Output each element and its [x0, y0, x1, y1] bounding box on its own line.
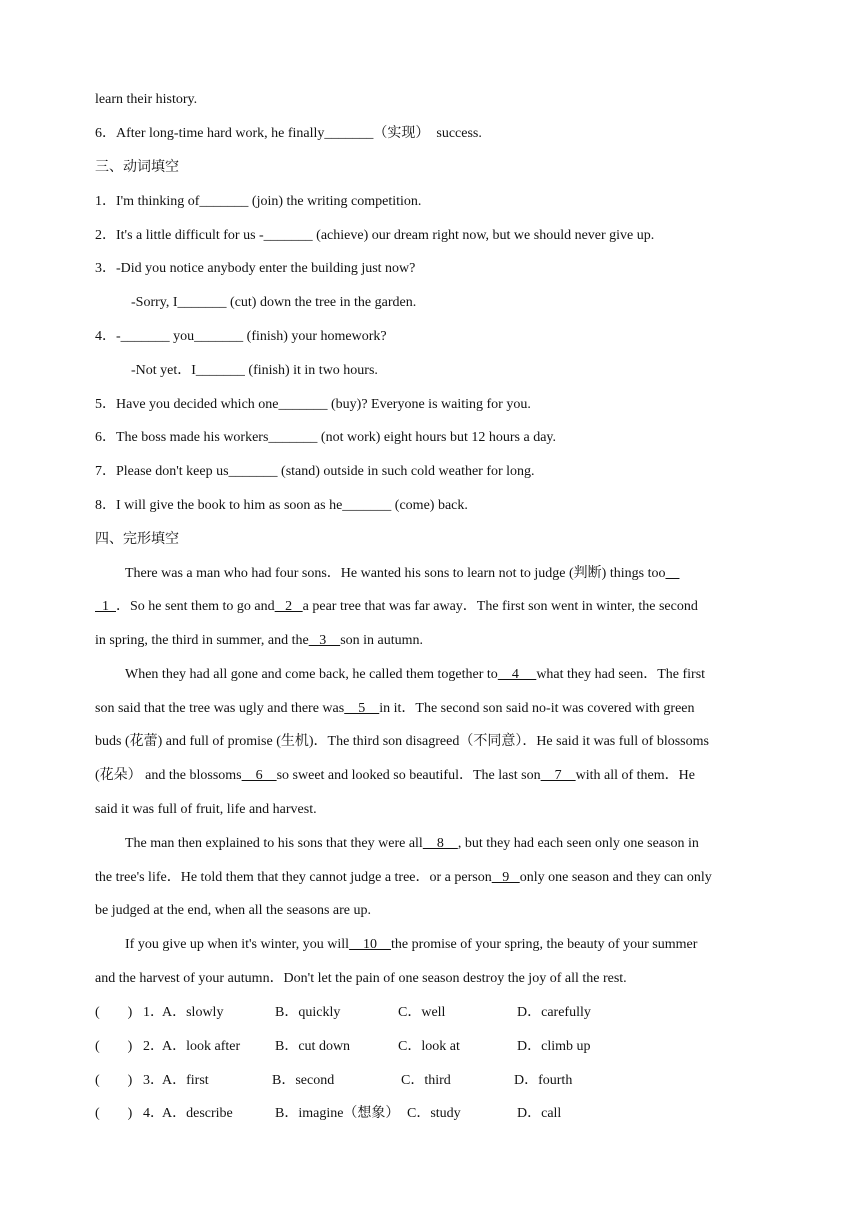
question-number: 1．	[143, 1005, 164, 1020]
option-c: C．look at	[398, 1039, 460, 1054]
cloze-blank: 7	[540, 768, 576, 783]
option-a: A．slowly	[162, 1005, 224, 1020]
question-item: 3．-Did you notice anybody enter the building just now?	[95, 261, 416, 276]
option-b: B．second	[272, 1073, 335, 1088]
cloze-blank: 3	[308, 633, 341, 648]
answer-paren: ( )	[95, 1039, 133, 1054]
text-line: learn their history.	[95, 92, 198, 107]
option-a: A．look after	[162, 1039, 241, 1054]
cloze-paragraph-line: When they had all gone and come back, he called them together to 4 what they had seen．The first	[125, 667, 706, 682]
option-c: C．third	[401, 1073, 451, 1088]
question-item: 7．Please don't keep us_______ (stand) outside in such cold weather for long.	[95, 464, 535, 479]
question-number: 3．	[143, 1073, 164, 1088]
question-item-reply: -Not yet．I_______ (finish) it in two hours.	[131, 363, 378, 378]
option-a: A．describe	[162, 1106, 233, 1121]
question-item: 4．-_______ you_______ (finish) your homework?	[95, 329, 387, 344]
cloze-blank: 4	[497, 667, 537, 682]
option-a: A．first	[162, 1073, 209, 1088]
cloze-blank: 6	[241, 768, 277, 783]
option-d: D．call	[517, 1106, 562, 1121]
cloze-paragraph-line: buds (花蕾) and full of promise (生机)．The third son disagreed（不同意）．He said it was full of blossoms	[95, 734, 709, 749]
section-heading-verbs: 三、动词填空	[95, 159, 179, 175]
cloze-blank: 1	[95, 599, 116, 614]
cloze-blank: 2	[274, 599, 303, 614]
cloze-paragraph-line: The man then explained to his sons that they were all 8 , but they had each seen only one season in	[125, 836, 699, 851]
cloze-blank: 5	[344, 701, 380, 716]
cloze-paragraph-line: If you give up when it's winter, you will 10 the promise of your spring, the beauty of your summer	[125, 937, 698, 952]
answer-paren: ( )	[95, 1106, 133, 1121]
cloze-blank: 8	[422, 836, 458, 851]
cloze-paragraph-line: 1 ．So he sent them to go and 2 a pear tree that was far away．The first son went in winter, the second	[95, 599, 698, 614]
cloze-paragraph-line: said it was full of fruit, life and harvest.	[95, 802, 317, 817]
option-b: B．quickly	[275, 1005, 341, 1020]
answer-paren: ( )	[95, 1073, 133, 1088]
question-item: 2．It's a little difficult for us -_______ (achieve) our dream right now, but we should never give up.	[95, 228, 655, 243]
option-c: C．well	[398, 1005, 446, 1020]
option-d: D．climb up	[517, 1039, 591, 1054]
question-item: 8．I will give the book to him as soon as he_______ (come) back.	[95, 498, 468, 513]
option-b: B．imagine（想象）	[275, 1106, 400, 1121]
cloze-blank	[665, 566, 679, 581]
answer-paren: ( )	[95, 1005, 133, 1020]
cloze-paragraph-line: There was a man who had four sons．He wanted his sons to learn not to judge (判断) things too	[125, 565, 679, 583]
cloze-paragraph-line: in spring, the third in summer, and the 3 son in autumn.	[95, 633, 424, 648]
question-item: 6．The boss made his workers_______ (not work) eight hours but 12 hours a day.	[95, 430, 557, 445]
option-d: D．carefully	[517, 1005, 591, 1020]
question-item: 1．I'm thinking of_______ (join) the writing competition.	[95, 194, 422, 209]
question-item: 5．Have you decided which one_______ (buy)? Everyone is waiting for you.	[95, 397, 531, 412]
question-number: 2．	[143, 1039, 164, 1054]
option-d: D．fourth	[514, 1073, 573, 1088]
cloze-paragraph-line: and the harvest of your autumn．Don't let the pain of one season destroy the joy of all the rest.	[95, 971, 627, 986]
cloze-blank: 9	[491, 870, 520, 885]
cloze-paragraph-line: (花朵） and the blossoms 6 so sweet and looked so beautiful．The last son 7 with all of them．He	[95, 768, 695, 783]
section-heading-cloze: 四、完形填空	[95, 531, 179, 547]
cloze-paragraph-line: the tree's life．He told them that they cannot judge a tree．or a person 9 only one season and they can only	[95, 870, 712, 885]
cloze-paragraph-line: son said that the tree was ugly and there was 5 in it．The second son said no-it was covered with green	[95, 701, 695, 716]
option-b: B．cut down	[275, 1039, 351, 1054]
cloze-blank: 10	[349, 937, 391, 952]
question-number: 4．	[143, 1106, 164, 1121]
question-item: 6．After long-time hard work, he finally_______（实现） success.	[95, 126, 482, 141]
question-item-reply: -Sorry, I_______ (cut) down the tree in the garden.	[131, 295, 417, 310]
option-c: C．study	[407, 1106, 461, 1121]
cloze-paragraph-line: be judged at the end, when all the seasons are up.	[95, 903, 372, 918]
